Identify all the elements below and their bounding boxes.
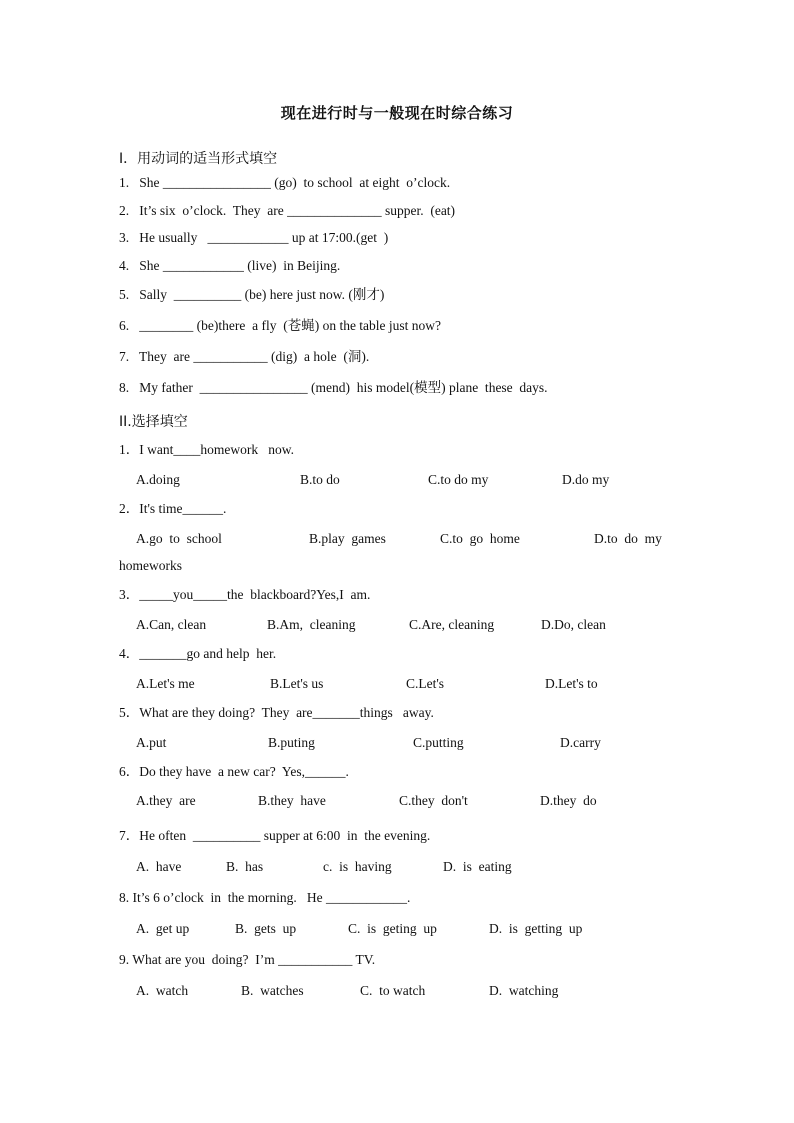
- page-title: 现在进行时与一般现在时综合练习: [280, 104, 514, 122]
- q5-option-c: C.putting: [413, 735, 464, 750]
- q4-option-b: B.Let's us: [270, 676, 324, 691]
- fill-item-2: 2. It’s six o’clock. They are ______________ supper. (eat): [119, 203, 456, 218]
- q9-option-c: C. to watch: [360, 983, 426, 998]
- q3-option-d: D.Do, clean: [541, 617, 606, 632]
- fill-item-4: 4. She ____________ (live) in Beijing.: [119, 258, 341, 273]
- q1-option-d: D.do my: [562, 472, 610, 487]
- fill-item-6: 6. ________ (be)there a fly (苍蝇) on the table just now?: [119, 318, 442, 333]
- q2-option-d: D.to do my: [594, 531, 662, 546]
- q5-option-d: D.carry: [560, 735, 601, 750]
- section-1-heading: I．用动词的适当形式填空: [119, 151, 278, 167]
- question-7: 7．He often __________ supper at 6:00 in the evening.: [119, 828, 431, 843]
- q5-option-b: B.puting: [268, 735, 315, 750]
- q8-option-c: C. is geting up: [348, 921, 437, 936]
- q2-option-b: B.play games: [309, 531, 386, 546]
- question-9: 9. What are you doing? I’m ___________ TV.: [119, 952, 376, 967]
- question-2: 2．It's time______.: [119, 501, 227, 516]
- section-2-heading: II.选择填空: [119, 414, 188, 430]
- q1-option-b: B.to do: [300, 472, 340, 487]
- q6-option-c: C.they don't: [399, 793, 468, 808]
- q6-option-b: B.they have: [258, 793, 326, 808]
- q9-option-b: B. watches: [241, 983, 304, 998]
- q4-option-c: C.Let's: [406, 676, 445, 691]
- question-8: 8. It’s 6 o’clock in the morning. He ____________.: [119, 890, 411, 905]
- q7-option-c: c. is having: [323, 859, 392, 874]
- q6-option-d: D.they do: [540, 793, 597, 808]
- q4-option-d: D.Let's to: [545, 676, 598, 691]
- q8-option-a: A. get up: [136, 921, 190, 936]
- fill-item-5: 5. Sally __________ (be) here just now. (刚才): [119, 287, 385, 302]
- q5-option-a: A.put: [136, 735, 167, 750]
- q8-option-d: D. is getting up: [489, 921, 583, 936]
- q2-option-c: C.to go home: [440, 531, 520, 546]
- q9-option-d: D. watching: [489, 983, 559, 998]
- q3-option-c: C.Are, cleaning: [409, 617, 495, 632]
- q7-option-a: A. have: [136, 859, 182, 874]
- question-3: 3．_____you_____the blackboard?Yes,I am.: [119, 587, 371, 602]
- q1-option-c: C.to do my: [428, 472, 489, 487]
- q8-option-b: B. gets up: [235, 921, 297, 936]
- q6-option-a: A.they are: [136, 793, 196, 808]
- q1-option-a: A.doing: [136, 472, 180, 487]
- fill-item-1: 1. She ________________ (go) to school at eight o’clock.: [119, 175, 451, 190]
- q7-option-b: B. has: [226, 859, 264, 874]
- question-4: 4．_______go and help her.: [119, 646, 277, 661]
- fill-item-7: 7. They are ___________ (dig) a hole (洞).: [119, 349, 370, 364]
- q2-option-d-wrap: homeworks: [119, 558, 182, 573]
- question-5: 5．What are they doing? They are_______things away.: [119, 705, 434, 720]
- question-1: 1．I want____homework now.: [119, 442, 294, 457]
- q3-option-b: B.Am, cleaning: [267, 617, 356, 632]
- q7-option-d: D. is eating: [443, 859, 512, 874]
- q9-option-a: A. watch: [136, 983, 189, 998]
- fill-item-8: 8. My father ________________ (mend) his model(模型) plane these days.: [119, 380, 548, 395]
- question-6: 6．Do they have a new car? Yes,______.: [119, 764, 349, 779]
- q3-option-a: A.Can, clean: [136, 617, 207, 632]
- fill-item-3: 3. He usually ____________ up at 17:00.(get ): [119, 230, 389, 245]
- q2-option-a: A.go to school: [136, 531, 222, 546]
- q4-option-a: A.Let's me: [136, 676, 195, 691]
